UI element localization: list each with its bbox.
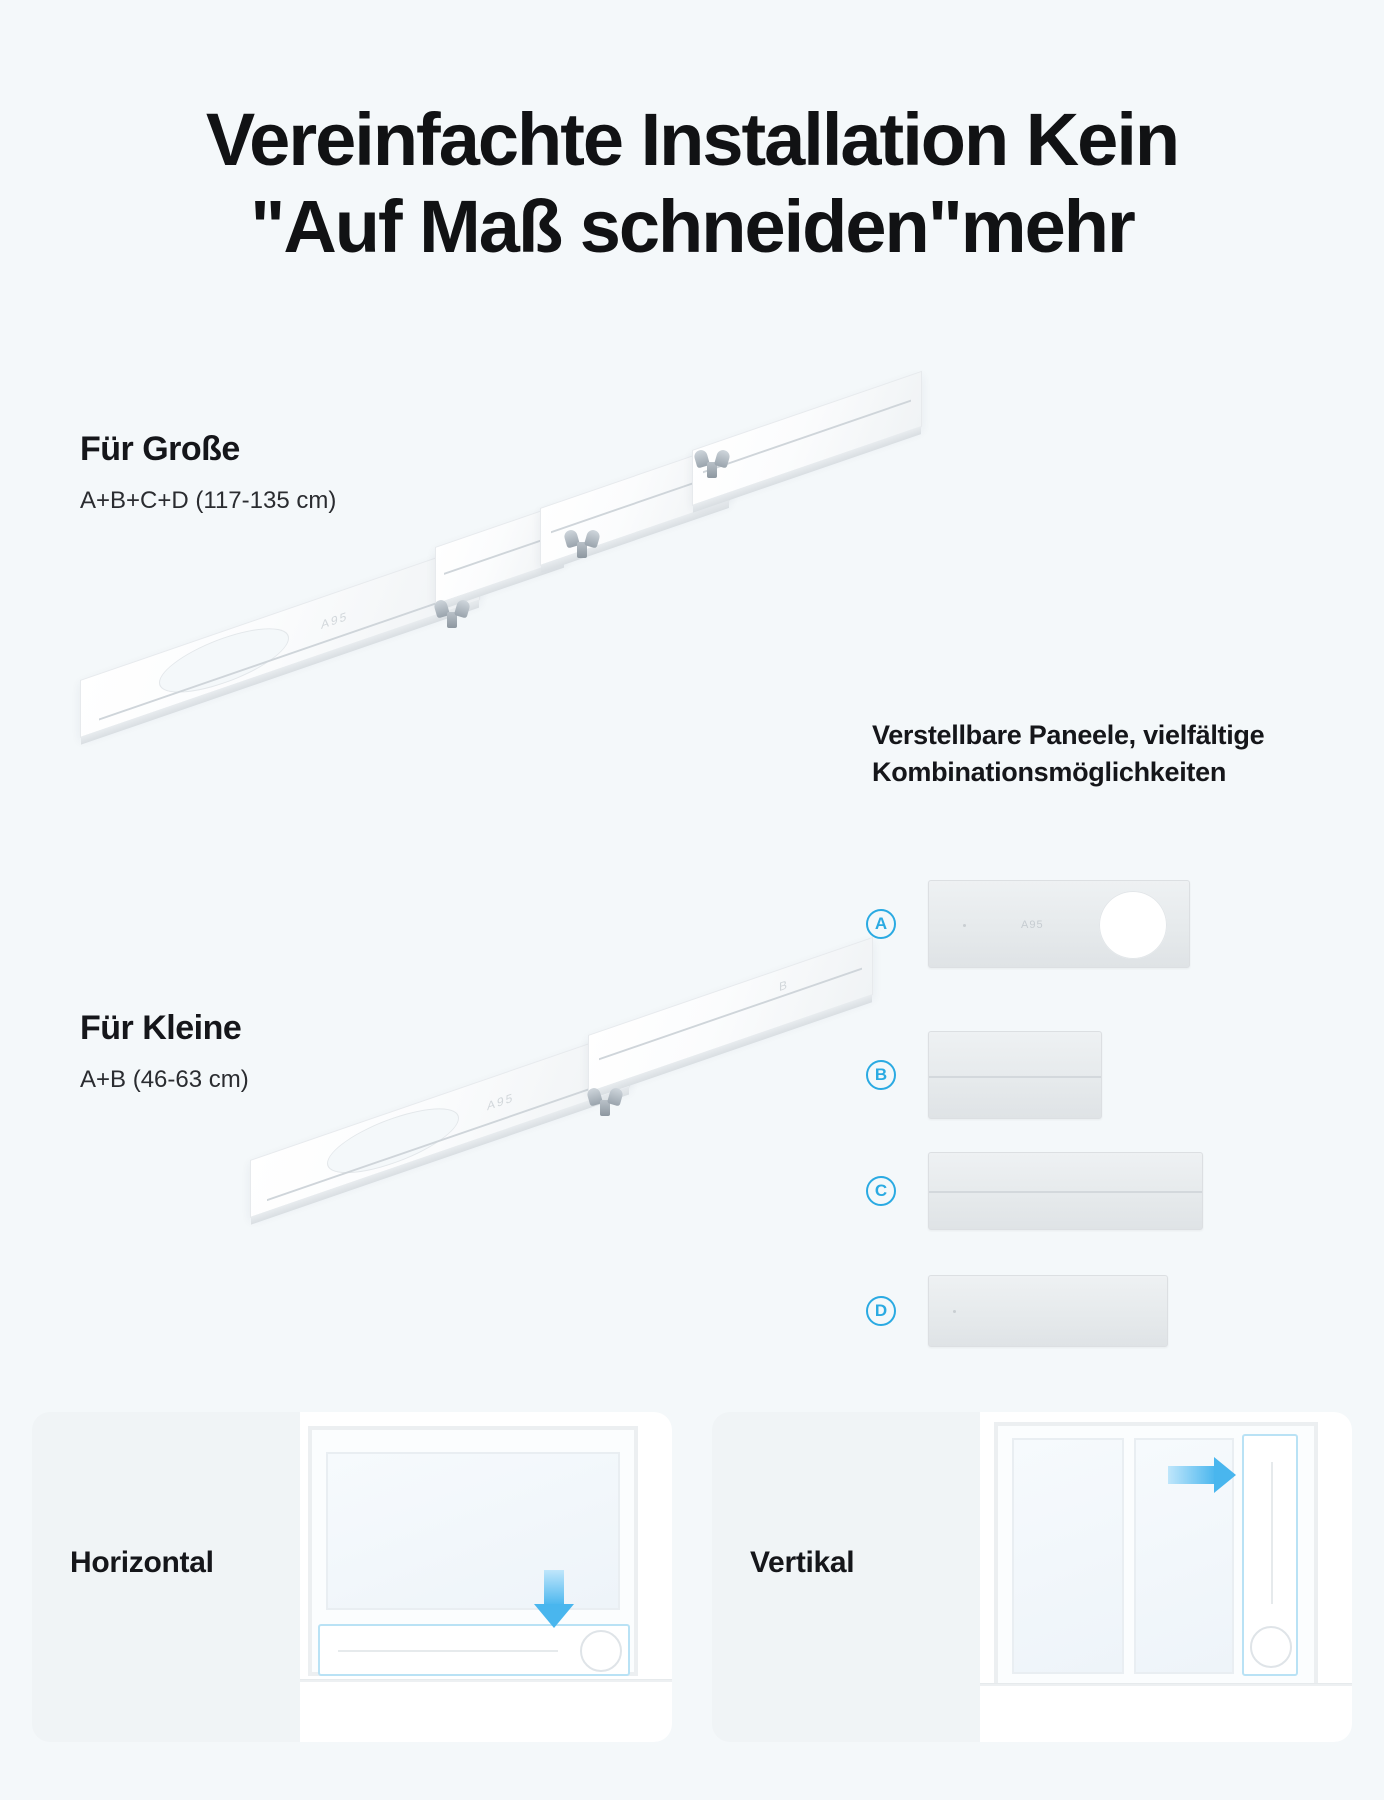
window-glass-left bbox=[1012, 1438, 1124, 1674]
panel-c-seam bbox=[929, 1191, 1202, 1193]
arrow-shaft bbox=[1168, 1466, 1216, 1484]
kit-hole bbox=[580, 1630, 622, 1672]
scene-vertical bbox=[980, 1412, 1352, 1742]
panel-d-tick bbox=[953, 1310, 956, 1313]
headline-line-2: "Auf Maß schneiden"mehr bbox=[250, 185, 1134, 269]
panel-a-plank: A95 bbox=[80, 542, 480, 738]
panel-row-b bbox=[866, 1031, 1102, 1119]
panel-shape-b bbox=[928, 1031, 1102, 1119]
section-title-large: Für Große bbox=[80, 430, 240, 468]
assembly-large-illustration bbox=[80, 420, 960, 940]
window-kit-strip bbox=[318, 1624, 630, 1676]
card-title-horizontal: Horizontal bbox=[70, 1546, 214, 1579]
panel-a-label: A95 bbox=[1021, 919, 1044, 931]
window-sill bbox=[300, 1680, 672, 1698]
panel-badge-a: A bbox=[866, 909, 896, 939]
card-horizontal bbox=[32, 1412, 672, 1742]
panel-a-plank-small: A95 bbox=[250, 1029, 630, 1218]
window-kit-strip bbox=[1242, 1434, 1298, 1676]
wingnut-screw bbox=[588, 1088, 622, 1114]
panel-shape-a bbox=[928, 880, 1190, 968]
wingnut-screw bbox=[565, 530, 599, 556]
arrow-shaft bbox=[544, 1570, 564, 1606]
scene-horizontal bbox=[300, 1412, 672, 1742]
panel-row-d bbox=[866, 1275, 1168, 1347]
section-subtitle-small: A+B (46-63 cm) bbox=[80, 1066, 249, 1093]
headline-line-1: Vereinfachte Installation Kein bbox=[205, 98, 1179, 181]
card-vertical bbox=[712, 1412, 1352, 1742]
panel-b-plank-small: B bbox=[588, 937, 873, 1093]
section-subtitle-large: A+B+C+D (117-135 cm) bbox=[80, 487, 337, 514]
wingnut-screw bbox=[695, 450, 729, 476]
panel-a-tick bbox=[963, 924, 966, 927]
panel-badge-c: C bbox=[866, 1176, 896, 1206]
panel-shape-c bbox=[928, 1152, 1203, 1230]
window-glass bbox=[326, 1452, 620, 1610]
arrow-down-icon bbox=[534, 1604, 574, 1628]
section-title-small: Für Kleine bbox=[80, 1009, 242, 1047]
panel-a-hole bbox=[1099, 891, 1167, 959]
page-title bbox=[0, 96, 1384, 271]
panel-d-plank bbox=[692, 371, 922, 506]
panel-row-a bbox=[866, 880, 1190, 968]
panel-row-c bbox=[866, 1152, 1203, 1230]
assembly-small-illustration bbox=[250, 976, 850, 1360]
card-title-vertical: Vertikal bbox=[750, 1546, 855, 1579]
wingnut-screw bbox=[435, 600, 469, 626]
arrow-right-icon bbox=[1214, 1457, 1236, 1493]
panel-badge-d: D bbox=[866, 1296, 896, 1326]
panel-badge-b: B bbox=[866, 1060, 896, 1090]
window-sill bbox=[980, 1684, 1352, 1702]
panel-shape-d bbox=[928, 1275, 1168, 1347]
panel-b-seam bbox=[929, 1076, 1101, 1078]
kit-hole bbox=[1250, 1626, 1292, 1668]
panels-heading: Verstellbare Paneele, vielfältige Kombinationsmöglichkeiten bbox=[872, 720, 1265, 788]
